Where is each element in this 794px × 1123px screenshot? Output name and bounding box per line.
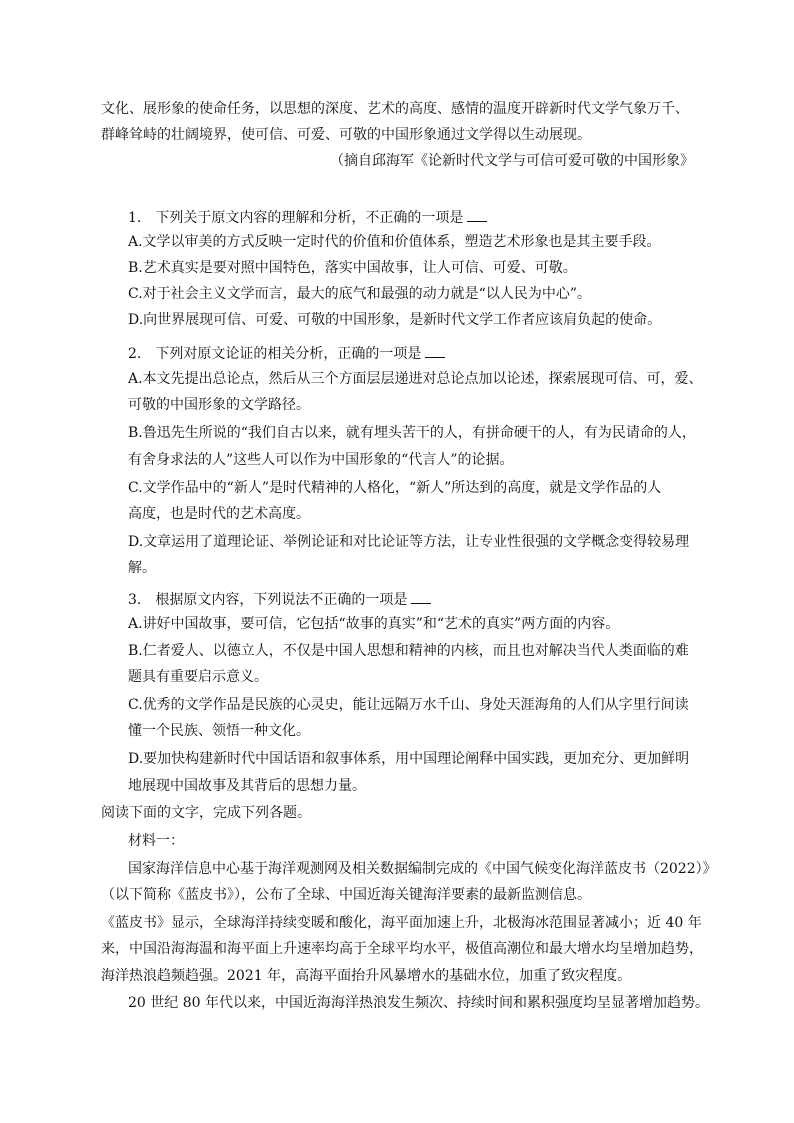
material-label: 材料一：: [128, 833, 184, 849]
question-1-option-a: A.文学以审美的方式反映一定时代的价值和价值体系，塑造艺术形象也是其主要手段。: [128, 234, 661, 250]
question-3-option-b-line-2: 题具有重要启示意义。: [128, 669, 268, 685]
intro-line-1: 文化、展形象的使命任务，以思想的深度、艺术的高度、感情的温度开辟新时代文学气象万千、: [101, 101, 689, 117]
question-2-stem: [128, 343, 445, 363]
question-2-option-b-line-1: B.鲁迅先生所说的“我们自古以来，就有埋头苦干的人，有拼命硬干的人，有为民请命的人，: [128, 425, 696, 441]
question-1-option-d: D.向世界展现可信、可爱、可敬的中国形象，是新时代文学工作者应该肩负起的使命。: [128, 312, 662, 328]
question-2-option-b-line-2: 有舍身求法的人”这些人可以作为中国形象的“代言人”的论据。: [128, 452, 514, 468]
question-2-option-a-line-2: 可敬的中国形象的文学路径。: [128, 397, 310, 413]
question-3-option-a: A.讲好中国故事，要可信，它包括“故事的真实”和“艺术的真实”两方面的内容。: [128, 616, 620, 632]
question-3-option-c-line-2: 懂一个民族、领悟一种文化。: [128, 723, 310, 739]
reading-instruction: 阅读下面的文字，完成下列各题。: [101, 805, 311, 821]
question-3-option-c-line-1: C.优秀的文学作品是民族的心灵史，能让远隔万水千山、身处天涯海角的人们从字里行间读: [128, 697, 689, 713]
intro-line-2: 群峰耸峙的壮阔境界，使可信、可爱、可敬的中国形象通过文学得以生动展现。: [101, 127, 591, 143]
question-3-option-d-line-2: 地展现中国故事及其背后的思想力量。: [128, 778, 366, 794]
answer-blank-3[interactable]: [411, 589, 431, 604]
question-1-stem: [128, 207, 487, 227]
answer-blank-2[interactable]: [425, 343, 445, 358]
question-2-text: 2. 下列对原文论证的相关分析，正确的一项是: [128, 346, 422, 362]
question-2-option-d-line-1: D.文章运用了道理论证、举例论证和对比论证等方法，让专业性很强的文学概念变得较易理: [128, 534, 690, 550]
material-paragraph-2-line-2: 来，中国沿海海温和海平面上升速率均高于全球平均水平，极值高潮位和最大增水均呈增加趋势，: [101, 941, 703, 957]
question-1-option-c: C.对于社会主义文学而言，最大的底气和最强的动力就是“以人民为中心”。: [128, 286, 591, 302]
question-2-option-d-line-2: 解。: [128, 560, 156, 576]
question-3-option-d-line-1: D.要加快构建新时代中国话语和叙事体系，用中国理论阐释中国实践，更加充分、更加鲜明: [128, 751, 690, 767]
question-2-option-c-line-1: C.文学作品中的“新人”是时代精神的人格化，“新人”所达到的高度，就是文学作品的人: [128, 480, 662, 496]
material-paragraph-1-line-1: 国家海洋信息中心基于海洋观测网及相关数据编制完成的《中国气候变化海洋蓝皮书（2022）》: [128, 861, 717, 877]
question-3-option-b-line-1: B.仁者爱人、以德立人，不仅是中国人思想和精神的内核，而且也对解决当代人类面临的难: [128, 643, 689, 659]
question-1-option-b: B.艺术真实是要对照中国特色，落实中国故事，让人可信、可爱、可敬。: [128, 260, 577, 276]
question-2-option-c-line-2: 高度，也是时代的艺术高度。: [128, 506, 310, 522]
question-1-text: 1. 下列关于原文内容的理解和分析，不正确的一项是: [128, 210, 464, 226]
question-2-option-a-line-1: A.本文先提出总论点，然后从三个方面层层递进对总论点加以论述，探索展现可信、可，爱、: [128, 371, 703, 387]
material-paragraph-2-line-1: 《蓝皮书》显示，全球海洋持续变暖和酸化，海平面加速上升，北极海冰范围显著减小；近 40 年: [101, 915, 702, 931]
question-3-stem: [128, 589, 431, 609]
material-paragraph-1-line-2: （以下简称《蓝皮书》），公布了全球、中国近海关键海洋要素的最新监测信息。: [101, 887, 591, 903]
question-3-text: 3. 根据原文内容，下列说法不正确的一项是: [128, 592, 408, 608]
answer-blank-1[interactable]: [467, 207, 487, 222]
material-paragraph-3-line-1: 20 世纪 80 年代以来，中国近海海洋热浪发生频次、持续时间和累积强度均呈显著增加趋势。: [128, 995, 709, 1011]
material-paragraph-2-line-3: 海洋热浪趋频趋强。2021 年，高海平面抬升风暴增水的基础水位，加重了致灾程度。: [101, 968, 632, 984]
source-citation: （摘自邱海军《论新时代文学与可信可爱可敬的中国形象》: [330, 153, 694, 169]
